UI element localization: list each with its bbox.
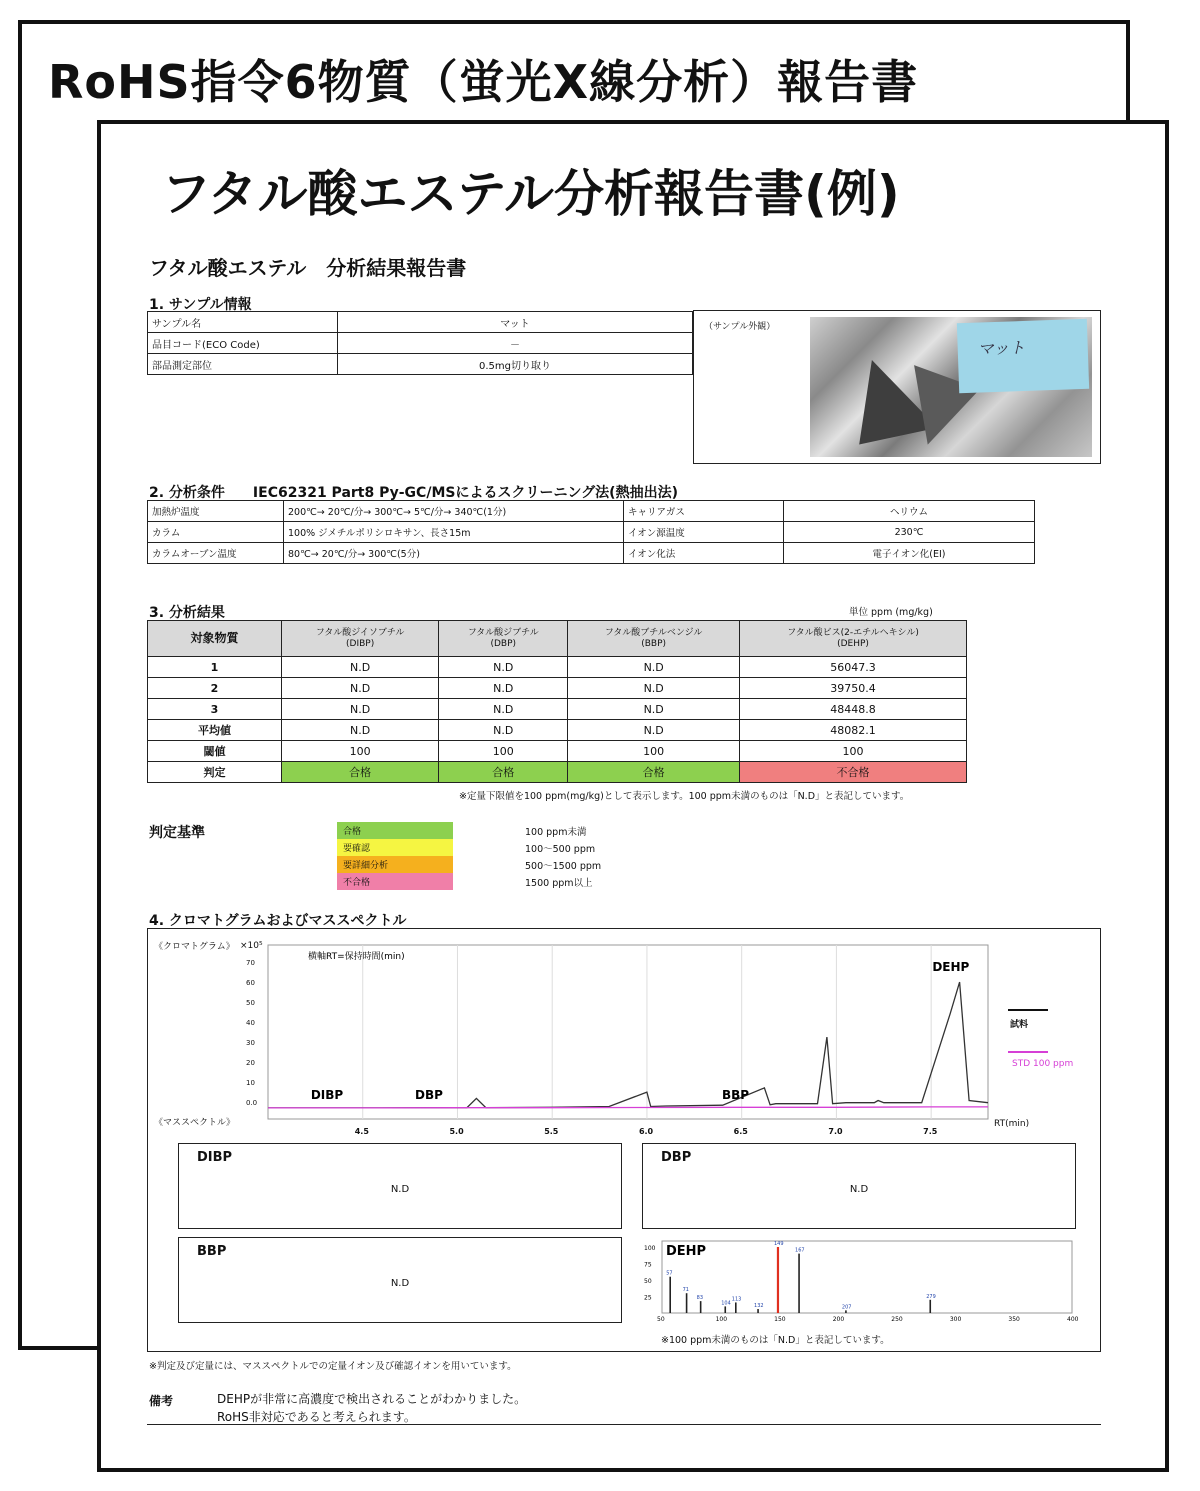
ms-peak-label: 113 xyxy=(731,1296,742,1303)
table-row xyxy=(148,501,1035,522)
chromatogram-x-tick: 6.0 xyxy=(638,1127,654,1136)
criteria-pass-range: 100 ppm未満 xyxy=(525,827,587,838)
result-cell: N.D xyxy=(439,720,568,741)
result-cell: 100 xyxy=(568,741,740,762)
result-cell: 56047.3 xyxy=(740,657,967,678)
criteria-fail-swatch: 不合格 xyxy=(337,873,453,890)
chromatogram-y-tick: 50 xyxy=(246,999,255,1007)
spectra-box xyxy=(147,928,1101,1352)
ms-y-tick: 100 xyxy=(644,1245,656,1252)
chromatogram-y-tick: 30 xyxy=(246,1039,255,1047)
result-cell: N.D xyxy=(568,657,740,678)
ms-x-tick: 350 xyxy=(1008,1316,1020,1323)
chromatogram-chart xyxy=(268,945,988,1119)
ms-x-tick: 300 xyxy=(949,1316,962,1323)
dehp-mass-spectrum-chart xyxy=(642,1237,1079,1323)
ms-peak-label: 83 xyxy=(696,1295,704,1302)
analysis-results-table xyxy=(147,620,967,783)
verdict-row xyxy=(148,762,967,783)
condition-key: イオン化法 xyxy=(624,543,784,564)
ms-peak-label: 279 xyxy=(926,1293,936,1300)
ms-peak-label: 132 xyxy=(754,1303,764,1310)
table-row xyxy=(148,720,967,741)
row-label: 平均値 xyxy=(148,720,282,741)
header-dehp: フタル酸ビス(2-エチルヘキシル) (DEHP) xyxy=(740,621,967,657)
ms-panel-dbp xyxy=(642,1143,1076,1229)
condition-value: 230℃ xyxy=(784,522,1035,543)
row-label: 3 xyxy=(148,699,282,720)
chromatogram-x-tick: 5.5 xyxy=(544,1127,559,1136)
remarks-label: 備考 xyxy=(149,1394,174,1408)
result-cell: N.D xyxy=(568,699,740,720)
result-cell: N.D xyxy=(282,678,439,699)
ms-panel-title: DBP xyxy=(661,1150,692,1165)
ms-panel-title: BBP xyxy=(197,1244,227,1259)
quantification-note: ※判定及び定量には、マススペクトルでの定量イオン及び確認イオンを用いています。 xyxy=(149,1361,517,1372)
condition-key: イオン源温度 xyxy=(624,522,784,543)
criteria-detail-swatch: 要詳細分析 xyxy=(337,856,453,873)
ms-panel-title: DIBP xyxy=(197,1150,233,1165)
chromatogram-y-unit: ×10⁵ xyxy=(240,941,263,951)
sample-info-table xyxy=(147,311,693,375)
document-heading: フタル酸エステル 分析結果報告書 xyxy=(149,256,467,280)
bottom-rule xyxy=(147,1424,1101,1425)
row-label: 2 xyxy=(148,678,282,699)
table-row xyxy=(148,312,693,333)
condition-key: キャリアガス xyxy=(624,501,784,522)
chromatogram-x-tick: 4.5 xyxy=(354,1127,369,1136)
chromatogram-y-tick: 70 xyxy=(246,959,255,967)
back-report-title: RoHS指令6物質（蛍光X線分析）報告書 xyxy=(48,55,919,109)
table-row xyxy=(148,522,1035,543)
result-cell: N.D xyxy=(282,699,439,720)
section-spectra: 4. クロマトグラムおよびマススペクトル xyxy=(149,913,407,929)
legend-sample-line xyxy=(1008,1009,1048,1011)
sample-photo xyxy=(810,317,1092,457)
result-cell: 100 xyxy=(740,741,967,762)
header-bbp: フタル酸ブチルベンジル (BBP) xyxy=(568,621,740,657)
ms-x-tick: 100 xyxy=(715,1316,728,1323)
result-cell: N.D xyxy=(282,720,439,741)
criteria-check-range: 100～500 ppm xyxy=(525,844,596,855)
chromatogram-y-tick: 0.0 xyxy=(246,1099,258,1107)
table-header-row xyxy=(148,621,967,657)
measurement-part-value: 0.5mg切り取り xyxy=(338,354,693,375)
condition-value: 80℃→ 20℃/分→ 300℃(5分) xyxy=(284,543,624,564)
result-cell: 39750.4 xyxy=(740,678,967,699)
front-report-title: フタル酸エステル分析報告書(例) xyxy=(161,165,900,223)
ms-panel-title: DEHP xyxy=(666,1244,707,1259)
table-row xyxy=(148,678,967,699)
table-row xyxy=(148,699,967,720)
remarks-line-2: RoHS非対応であると考えられます。 xyxy=(217,1410,416,1424)
header-dibp: フタル酸ジイソブチル (DIBP) xyxy=(282,621,439,657)
results-note: ※定量下限値を100 ppm(mg/kg)として表示します。100 ppm未満のものは「N.D」と表記しています。 xyxy=(459,791,910,802)
chromatogram-x-unit: RT(min) xyxy=(994,1119,1030,1129)
result-cell: 48448.8 xyxy=(740,699,967,720)
ms-peak-label: 149 xyxy=(773,1241,784,1247)
ms-peak-label: 57 xyxy=(666,1270,673,1277)
ms-panel-dibp xyxy=(178,1143,622,1229)
ms-note: ※100 ppm未満のものは「N.D」と表記しています。 xyxy=(661,1335,890,1346)
chromatogram-x-tick: 6.5 xyxy=(733,1127,748,1136)
sample-photo-tag: マット xyxy=(957,319,1089,393)
mass-spectrum-label: 《マススペクトル》 xyxy=(154,1118,236,1128)
criteria-check-swatch: 要確認 xyxy=(337,839,453,856)
condition-value: 電子イオン化(EI) xyxy=(784,543,1035,564)
result-cell: 100 xyxy=(282,741,439,762)
ms-x-tick: 200 xyxy=(832,1316,845,1323)
condition-value: 200℃→ 20℃/分→ 300℃→ 5℃/分→ 340℃(1分) xyxy=(284,501,624,522)
condition-value: 100% ジメチルポリシロキサン、長さ15m xyxy=(284,522,624,543)
front-report-sheet xyxy=(97,120,1169,1472)
chromatogram-y-tick: 20 xyxy=(246,1059,255,1067)
item-code-value: － xyxy=(338,333,693,354)
ms-panel-dehp xyxy=(642,1237,1079,1327)
ms-peak-label: 207 xyxy=(841,1304,852,1311)
chromatogram-y-tick: 40 xyxy=(246,1019,255,1027)
results-unit: 単位 ppm (mg/kg) xyxy=(849,607,933,618)
section-sample-info: 1. サンプル情報 xyxy=(149,297,252,313)
ms-x-tick: 150 xyxy=(774,1316,786,1323)
section-analysis-conditions: 2. 分析条件 IEC62321 Part8 Py-GC/MSによるスクリーニング法(熱抽出法) xyxy=(149,485,678,501)
condition-key: カラム xyxy=(148,522,284,543)
condition-key: 加熱炉温度 xyxy=(148,501,284,522)
remarks-line-1: DEHPが非常に高濃度で検出されることがわかりました。 xyxy=(217,1392,527,1406)
table-row xyxy=(148,333,693,354)
ms-x-tick: 400 xyxy=(1067,1316,1079,1323)
sample-photo-label: （サンプル外観） xyxy=(704,322,776,332)
criteria-title: 判定基準 xyxy=(149,825,205,841)
ms-y-tick: 50 xyxy=(644,1278,652,1285)
chromatogram-y-tick: 10 xyxy=(246,1079,255,1087)
ms-x-tick: 250 xyxy=(891,1316,903,1323)
header-dbp: フタル酸ジブチル (DBP) xyxy=(439,621,568,657)
result-cell: N.D xyxy=(439,657,568,678)
chromatogram-note: 横軸RT=保持時間(min) xyxy=(308,952,405,962)
ms-peak-label: 71 xyxy=(682,1287,689,1294)
verdict-pass: 合格 xyxy=(282,762,439,783)
criteria-pass-swatch: 合格 xyxy=(337,822,453,839)
ms-y-tick: 25 xyxy=(644,1294,652,1302)
criteria-detail-range: 500～1500 ppm xyxy=(525,861,602,872)
condition-value: ヘリウム xyxy=(784,501,1035,522)
result-cell: N.D xyxy=(568,720,740,741)
legend-sample-label: 試料 xyxy=(1010,1020,1029,1030)
table-row xyxy=(148,741,967,762)
chromatogram-peak-label: DBP xyxy=(415,1088,443,1102)
row-label: 閾値 xyxy=(148,741,282,762)
sample-name-label: サンプル名 xyxy=(148,312,338,333)
measurement-part-label: 部品測定部位 xyxy=(148,354,338,375)
table-row xyxy=(148,543,1035,564)
item-code-label: 品目コード(ECO Code) xyxy=(148,333,338,354)
verdict-fail: 不合格 xyxy=(740,762,967,783)
ms-peak-label: 104 xyxy=(721,1300,731,1307)
table-row xyxy=(148,354,693,375)
result-cell: N.D xyxy=(282,657,439,678)
chromatogram-label: 《クロマトグラム》 xyxy=(154,942,235,952)
result-cell: 48082.1 xyxy=(740,720,967,741)
result-cell: 100 xyxy=(439,741,568,762)
criteria-fail-range: 1500 ppm以上 xyxy=(525,878,593,889)
chromatogram-peak-label: DIBP xyxy=(310,1088,344,1102)
ms-panel-bbp xyxy=(178,1237,622,1323)
ms-peak-label: 167 xyxy=(795,1247,805,1254)
table-row xyxy=(148,657,967,678)
chromatogram-y-tick: 60 xyxy=(246,979,255,987)
analysis-conditions-table xyxy=(147,500,1035,564)
ms-panel-value: N.D xyxy=(849,1184,869,1195)
row-label: 1 xyxy=(148,657,282,678)
ms-x-tick: 50 xyxy=(657,1316,665,1323)
header-target-substance: 対象物質 xyxy=(148,621,282,657)
sample-photo-box xyxy=(693,310,1101,464)
result-cell: N.D xyxy=(568,678,740,699)
section-analysis-results: 3. 分析結果 xyxy=(149,605,225,621)
verdict-pass: 合格 xyxy=(439,762,568,783)
row-label: 判定 xyxy=(148,762,282,783)
chromatogram-x-tick: 7.5 xyxy=(923,1127,938,1136)
condition-key: カラムオーブン温度 xyxy=(148,543,284,564)
legend-std-label: STD 100 ppm xyxy=(1012,1059,1074,1069)
chromatogram-x-tick: 5.0 xyxy=(449,1127,464,1136)
result-cell: N.D xyxy=(439,678,568,699)
sample-name-value: マット xyxy=(338,312,693,333)
verdict-pass: 合格 xyxy=(568,762,740,783)
chromatogram-peak-label: DEHP xyxy=(932,960,970,974)
chromatogram-x-tick: 7.0 xyxy=(828,1127,843,1136)
chromatogram-peak-label: BBP xyxy=(722,1088,750,1102)
ms-panel-value: N.D xyxy=(390,1278,410,1289)
result-cell: N.D xyxy=(439,699,568,720)
ms-y-tick: 75 xyxy=(644,1261,652,1269)
legend-std-line xyxy=(1008,1051,1048,1053)
ms-panel-value: N.D xyxy=(390,1184,410,1195)
